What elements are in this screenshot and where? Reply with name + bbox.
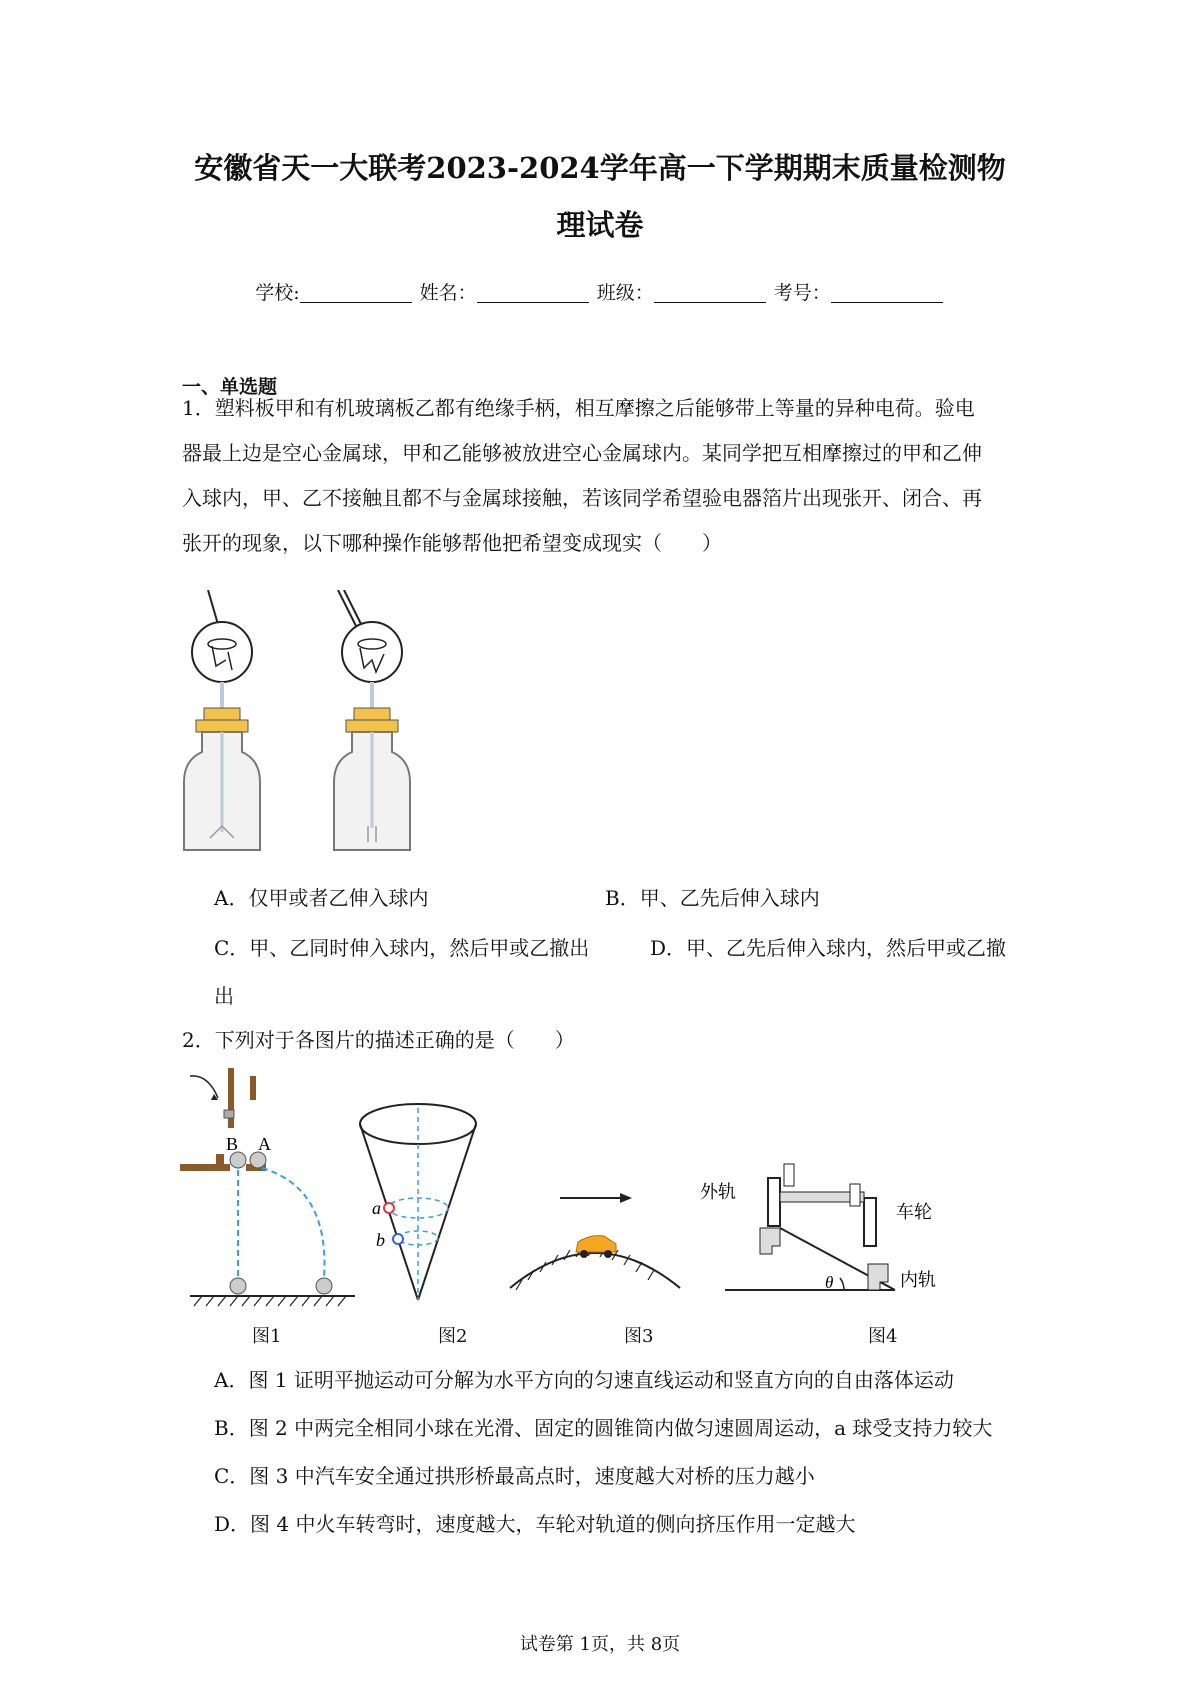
- question-1-stem: [182, 386, 1032, 566]
- q2-option-a[interactable]: A．图 1 证明平抛运动可分解为水平方向的匀速直线运动和竖直方向的自由落体运动: [214, 1368, 954, 1392]
- student-info: [0, 278, 1200, 305]
- school-blank[interactable]: [300, 280, 412, 303]
- figure-2-cone: [360, 1104, 476, 1300]
- section-heading: 一、单选题: [182, 376, 278, 398]
- q1-option-d-continued: 出: [214, 984, 234, 1008]
- page-title-line2: 理试卷: [556, 208, 644, 242]
- label-inner-rail: 内轨: [900, 1270, 936, 1290]
- label-a-ball: a: [372, 1198, 381, 1218]
- caption-figure-4: 图4: [868, 1326, 898, 1347]
- label-theta: θ: [825, 1273, 834, 1292]
- figure-3-bridge: [510, 1193, 680, 1290]
- label-a: A: [258, 1134, 271, 1154]
- q2-option-c[interactable]: C．图 3 中汽车安全通过拱形桥最高点时，速度越大对桥的压力越小: [214, 1464, 815, 1488]
- q1-option-d[interactable]: D．甲、乙先后伸入球内，然后甲或乙撤: [650, 936, 1007, 960]
- school-label: 学校:: [255, 282, 300, 304]
- q1-option-a[interactable]: A．仅甲或者乙伸入球内: [214, 886, 429, 910]
- q2-option-b[interactable]: B．图 2 中两完全相同小球在光滑、固定的圆锥筒内做匀速圆周运动，a 球受支持力较大: [214, 1416, 993, 1440]
- page-title-line1: 安徽省天一大联考2023-2024学年高一下学期期末质量检测物: [194, 151, 1006, 185]
- q2-figures: [180, 1068, 1040, 1318]
- class-label: 班级：: [596, 282, 654, 304]
- label-wheel: 车轮: [896, 1202, 932, 1222]
- label-b: B: [226, 1134, 239, 1154]
- caption-figure-1: 图1: [252, 1326, 282, 1347]
- class-blank[interactable]: [654, 280, 766, 303]
- exam-no-label: 考号：: [773, 282, 831, 304]
- label-b-ball: b: [376, 1230, 385, 1250]
- q1-option-b[interactable]: B．甲、乙先后伸入球内: [605, 886, 820, 910]
- caption-figure-2: 图2: [438, 1326, 468, 1347]
- name-blank[interactable]: [477, 280, 589, 303]
- q1-line: 器最上边是空心金属球，甲和乙能够被放进空心金属球内。某同学把互相摩擦过的甲和乙伸: [182, 441, 982, 465]
- electroscope-right: [334, 590, 410, 850]
- electroscope-figure: [180, 590, 440, 855]
- figure-1-apparatus: [180, 1068, 355, 1306]
- page-footer: 试卷第 1页，共 8页: [519, 1634, 681, 1655]
- q1-line: 张开的现象，以下哪种操作能够帮他把希望变成现实（ ）: [182, 531, 722, 555]
- electroscope-left: [184, 590, 260, 850]
- exam-no-blank[interactable]: [831, 280, 943, 303]
- q1-line: 1．塑料板甲和有机玻璃板乙都有绝缘手柄，相互摩擦之后能够带上等量的异种电荷。验电: [182, 396, 975, 420]
- label-outer-rail: 外轨: [700, 1182, 736, 1202]
- question-2-stem: 2．下列对于各图片的描述正确的是（ ）: [182, 1028, 575, 1052]
- caption-figure-3: 图3: [624, 1326, 654, 1347]
- figure-4-rails: [700, 1164, 936, 1292]
- q1-option-c[interactable]: C．甲、乙同时伸入球内，然后甲或乙撤出: [214, 936, 590, 960]
- name-label: 姓名：: [419, 282, 477, 304]
- q1-line: 入球内，甲、乙不接触且都不与金属球接触，若该同学希望验电器箔片出现张开、闭合、再: [182, 486, 982, 510]
- q2-option-d[interactable]: D．图 4 中火车转弯时，速度越大，车轮对轨道的侧向挤压作用一定越大: [214, 1512, 856, 1536]
